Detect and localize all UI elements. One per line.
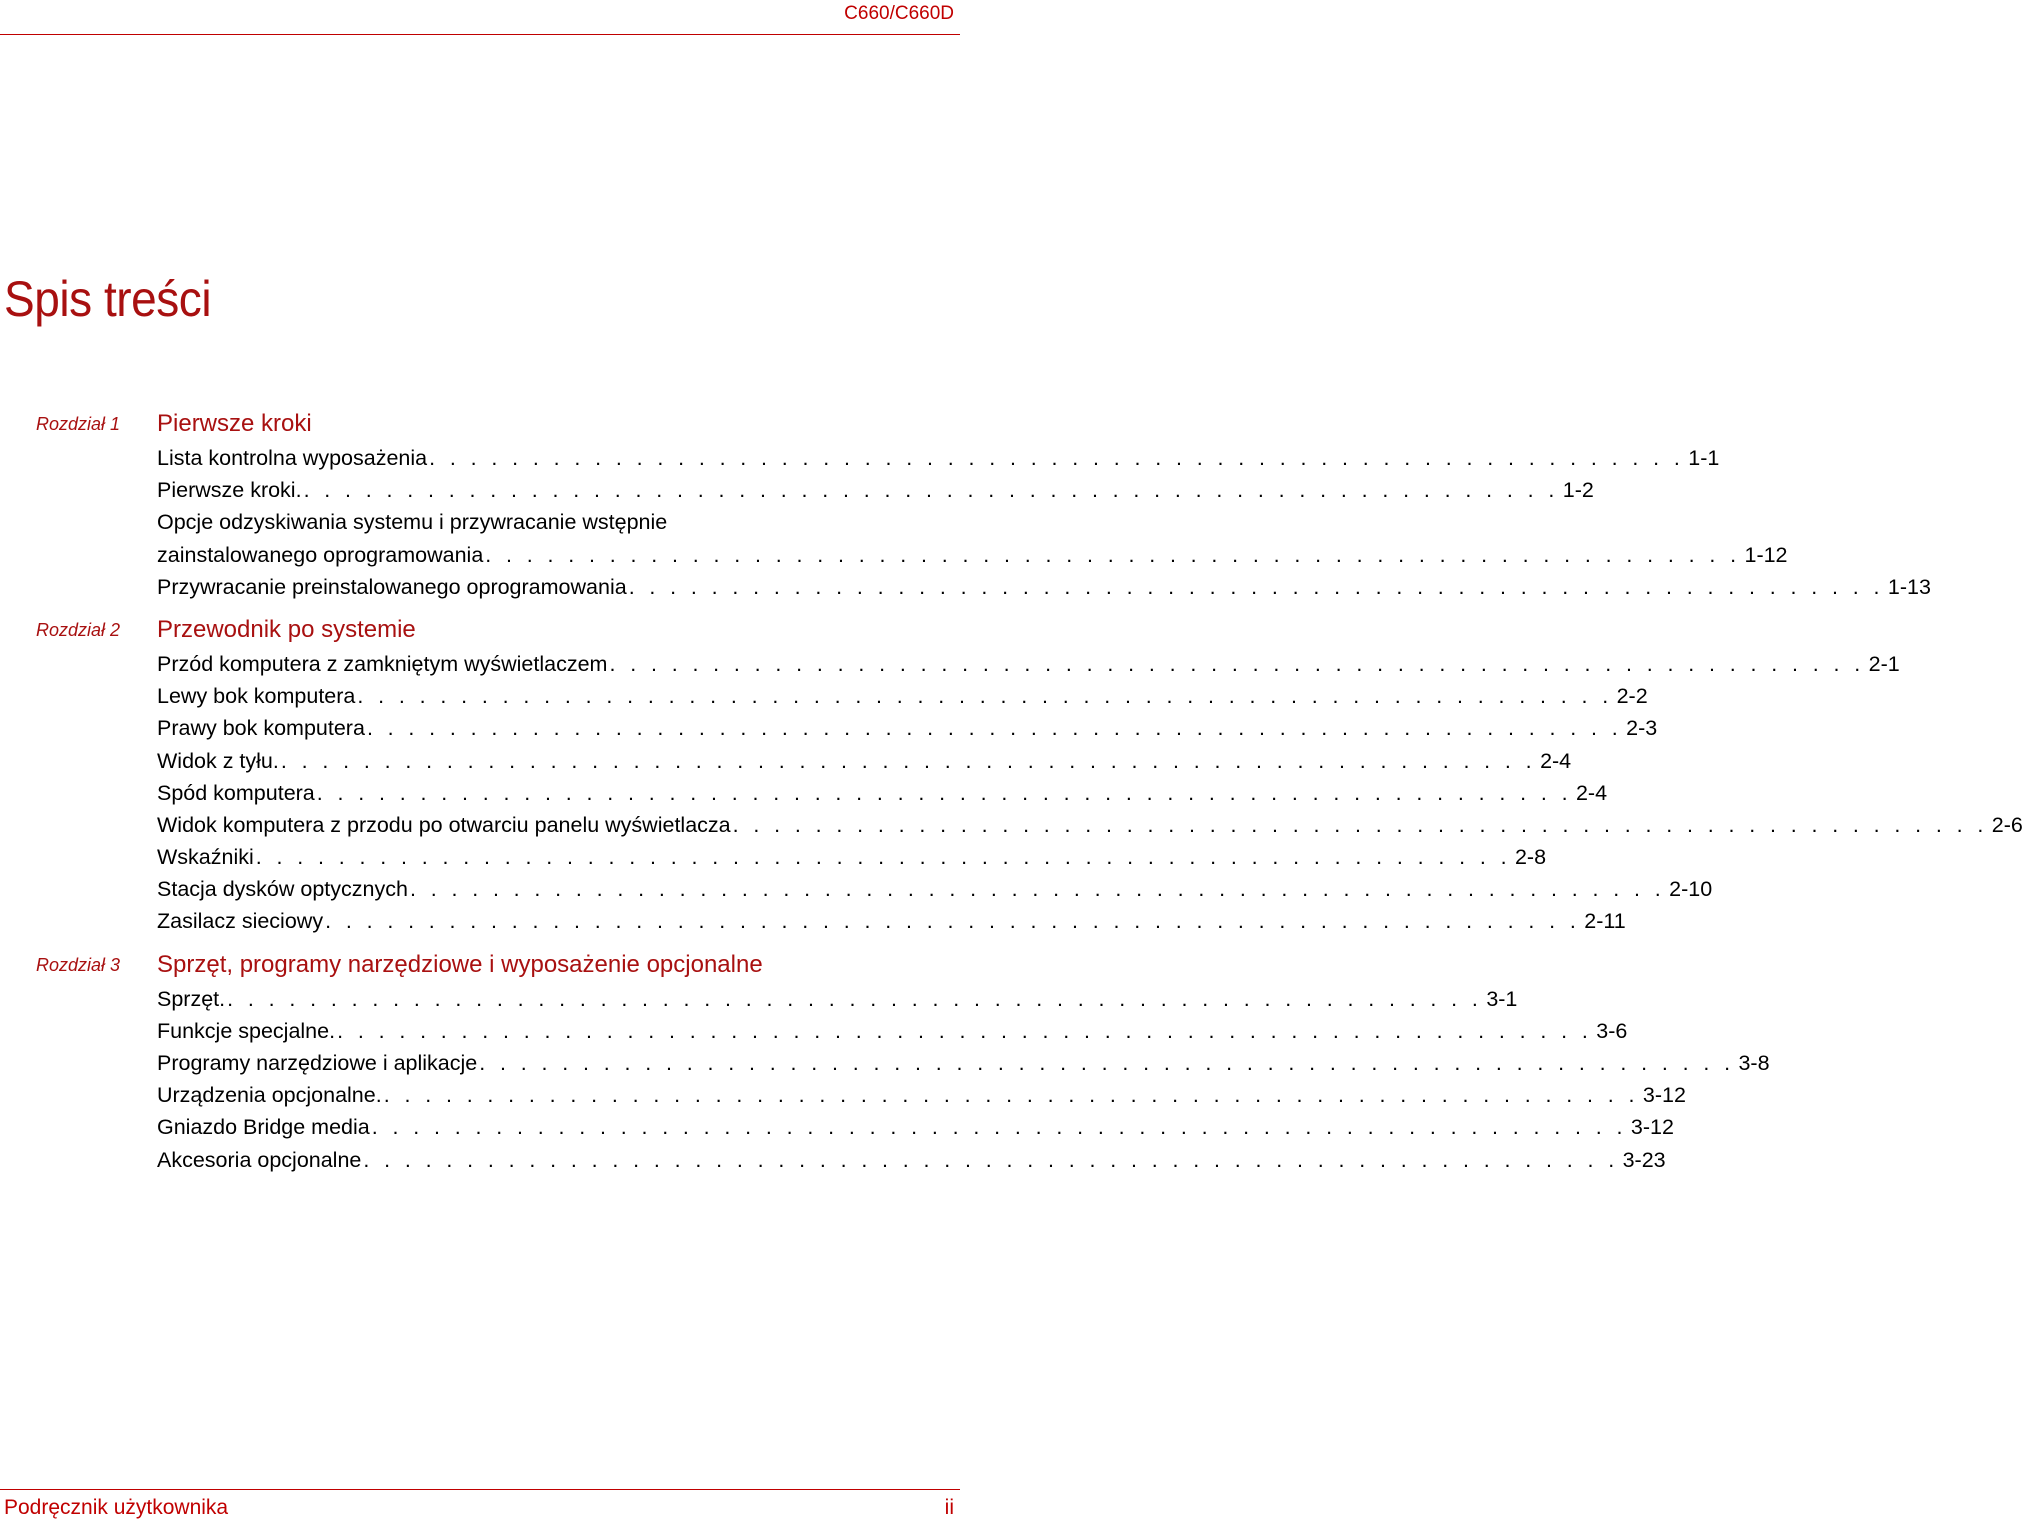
leader-dots: . . . . . . . . . . . . . . . . . . . . . . . . . . . . . . . . . . . . . . . . . . . . . . . . . . . . . . . . . . . . . (363, 1147, 1619, 1172)
leader-dots: . . . . . . . . . . . . . . . . . . . . . . . . . . . . . . . . . . . . . . . . . . . . . . . . . . . . . . . . . . . . . (383, 1083, 1639, 1108)
toc-entry-text: Urządzenia opcjonalne. (157, 1083, 382, 1108)
chapter-label: Rozdział 1 (36, 414, 121, 434)
chapter-1 (0, 406, 1931, 603)
toc-entry[interactable] (157, 1015, 1628, 1047)
toc-entry-text: Sprzęt. (157, 986, 226, 1011)
toc-page-number: 2-2 (1616, 684, 1648, 709)
toc-page-number: 3-12 (1642, 1083, 1686, 1108)
leader-dots: . . . . . . . . . . . . . . . . . . . . . . . . . . . . . . . . . . . . . . . . . . . . . . . . . . . . . . . . . . . . . (609, 651, 1865, 676)
page-title: Spis treści (4, 271, 212, 327)
toc-page-number: 3-8 (1738, 1051, 1770, 1075)
table-of-contents (0, 406, 2023, 1185)
leader-dots: . . . . . . . . . . . . . . . . . . . . . . . . . . . . . . . . . . . . . . . . . . . . . . . . . . . . . . . . . . . . . (485, 542, 1741, 567)
toc-entry-text: Wskaźniki (157, 845, 254, 870)
toc-entry-text: Stacja dysków optycznych (157, 877, 408, 902)
toc-entry-text: Pierwsze kroki. (157, 478, 302, 503)
toc-page-number: 1-2 (1562, 478, 1594, 503)
toc-page-number: 2-4 (1575, 780, 1608, 805)
toc-entry[interactable] (157, 777, 1608, 809)
toc-entry-text: Programy narzędziowe i aplikacje (157, 1051, 478, 1075)
toc-page-number: 2-11 (1584, 909, 1626, 934)
toc-entry-text: Prawy bok komputera (157, 716, 365, 741)
toc-entry[interactable] (157, 905, 1626, 937)
leader-dots: . . . . . . . . . . . . . . . . . . . . . . . . . . . . . . . . . . . . . . . . . . . . . . . . . . . . . . . . . . . . . (303, 478, 1559, 503)
toc-entry[interactable] (157, 539, 1788, 571)
toc-entry[interactable] (157, 442, 1720, 474)
chapter-3 (0, 947, 1770, 1176)
toc-page-number: 2-8 (1514, 845, 1547, 870)
leader-dots: . . . . . . . . . . . . . . . . . . . . . . . . . . . . . . . . . . . . . . . . . . . . . . . . . . . . . . . . . . . . . (357, 684, 1613, 709)
toc-entry-text: Akcesoria opcjonalne (157, 1147, 362, 1172)
page-header (0, 0, 960, 35)
toc-page-number: 1-12 (1744, 542, 1788, 567)
toc-entry[interactable] (157, 1144, 1666, 1176)
leader-dots: . . . . . . . . . . . . . . . . . . . . . . . . . . . . . . . . . . . . . . . . . . . . . . . . . . . . . . . . . . . . . (366, 716, 1623, 741)
toc-page-number: 2-1 (1868, 651, 1900, 676)
leader-dots: . . . . . . . . . . . . . . . . . . . . . . . . . . . . . . . . . . . . . . . . . . . . . . . . . . . . . . . . . . . . . (479, 1051, 1735, 1075)
leader-dots: . . . . . . . . . . . . . . . . . . . . . . . . . . . . . . . . . . . . . . . . . . . . . . . . . . . . . . . . . . . . . (628, 574, 1884, 599)
toc-entry-text: Zasilacz sieciowy (157, 909, 324, 934)
toc-entry-text: Lewy bok komputera (157, 684, 356, 709)
leader-dots: . . . . . . . . . . . . . . . . . . . . . . . . . . . . . . . . . . . . . . . . . . . . . . . . . . . . . . . . . . . . . (371, 1115, 1627, 1140)
toc-entry-text: Opcje odzyskiwania systemu i przywracanie wstępnie (157, 510, 668, 535)
chapter-label: Rozdział 2 (36, 619, 121, 640)
leader-dots: . . . . . . . . . . . . . . . . . . . . . . . . . . . . . . . . . . . . . . . . . . . . . . . . . . . . . . . . . . . . . (732, 812, 1988, 837)
toc-entry[interactable] (157, 648, 1900, 680)
toc-entry[interactable] (157, 873, 1713, 905)
toc-entry[interactable] (157, 680, 1648, 712)
toc-entry[interactable] (157, 1111, 1674, 1143)
chapter-title-link[interactable]: Pierwsze kroki (157, 410, 312, 437)
toc-entry-text: Widok z tyłu. (157, 748, 279, 773)
leader-dots: . . . . . . . . . . . . . . . . . . . . . . . . . . . . . . . . . . . . . . . . . . . . . . . . . . . . . . . . . . . . . (325, 909, 1581, 934)
toc-entry[interactable] (157, 1079, 1686, 1111)
page-footer (0, 1489, 960, 1528)
leader-dots: . . . . . . . . . . . . . . . . . . . . . . . . . . . . . . . . . . . . . . . . . . . . . . . . . . . . . . . . . . . . . (409, 877, 1666, 902)
toc-entry-text: Funkcje specjalne. (157, 1018, 336, 1043)
toc-entry-text: Przód komputera z zamkniętym wyświetlaczem (157, 651, 608, 676)
toc-entry-text: zainstalowanego oprogramowania (157, 542, 484, 567)
manual-name: Podręcznik użytkownika (4, 1496, 229, 1519)
toc-page-number: 3-12 (1630, 1115, 1674, 1140)
toc-entry-text: Przywracanie preinstalowanego oprogramowania (157, 574, 627, 599)
page-number: ii (944, 1496, 954, 1519)
toc-entry[interactable] (157, 571, 1931, 603)
toc-page-number: 2-4 (1540, 748, 1572, 773)
toc-entry[interactable] (157, 809, 2023, 841)
chapter-label: Rozdział 3 (36, 954, 121, 975)
toc-entry[interactable] (157, 712, 1658, 744)
toc-entry-text: Lista kontrolna wyposażenia (157, 446, 428, 470)
toc-page-number: 1-1 (1688, 446, 1720, 470)
toc-page-number: 3-23 (1622, 1147, 1666, 1172)
toc-entry[interactable] (157, 745, 1572, 777)
toc-page-number: 2-3 (1626, 716, 1658, 741)
toc-entry-text: Gniazdo Bridge media (157, 1115, 370, 1140)
model-name: C660/C660D (844, 3, 954, 24)
toc-page-number: 2-6 (1991, 812, 2023, 837)
chapter-title-link[interactable]: Przewodnik po systemie (157, 615, 416, 643)
toc-entry[interactable] (157, 841, 1547, 873)
leader-dots: . . . . . . . . . . . . . . . . . . . . . . . . . . . . . . . . . . . . . . . . . . . . . . . . . . . . . . . . . . . . . (255, 845, 1511, 870)
leader-dots: . . . . . . . . . . . . . . . . . . . . . . . . . . . . . . . . . . . . . . . . . . . . . . . . . . . . . . . . . . . . . (429, 446, 1685, 470)
chapter-title-link[interactable]: Sprzęt, programy narzędziowe i wyposażenie opcjonalne (157, 950, 763, 978)
toc-entry[interactable] (157, 474, 1594, 506)
leader-dots: . . . . . . . . . . . . . . . . . . . . . . . . . . . . . . . . . . . . . . . . . . . . . . . . . . . . . . . . . . . . . (280, 748, 1537, 773)
leader-dots: . . . . . . . . . . . . . . . . . . . . . . . . . . . . . . . . . . . . . . . . . . . . . . . . . . . . . . . . . . . . . (316, 780, 1572, 805)
leader-dots: . . . . . . . . . . . . . . . . . . . . . . . . . . . . . . . . . . . . . . . . . . . . . . . . . . . . . . . . . . . . . (227, 986, 1483, 1011)
toc-entry-text: Widok komputera z przodu po otwarciu panelu wyświetlacza (157, 812, 731, 837)
toc-page-number: 1-13 (1887, 574, 1931, 599)
toc-entry[interactable] (157, 983, 1518, 1015)
leader-dots: . . . . . . . . . . . . . . . . . . . . . . . . . . . . . . . . . . . . . . . . . . . . . . . . . . . . . . . . . . . . . (337, 1018, 1593, 1043)
toc-entry-text: Spód komputera (157, 780, 315, 805)
toc-page-number: 3-1 (1486, 986, 1518, 1011)
toc-entry[interactable] (157, 1047, 1770, 1079)
toc-page-number: 2-10 (1669, 877, 1713, 902)
toc-page-number: 3-6 (1596, 1018, 1628, 1043)
chapter-2 (0, 612, 2023, 938)
toc-entry[interactable] (157, 506, 954, 538)
